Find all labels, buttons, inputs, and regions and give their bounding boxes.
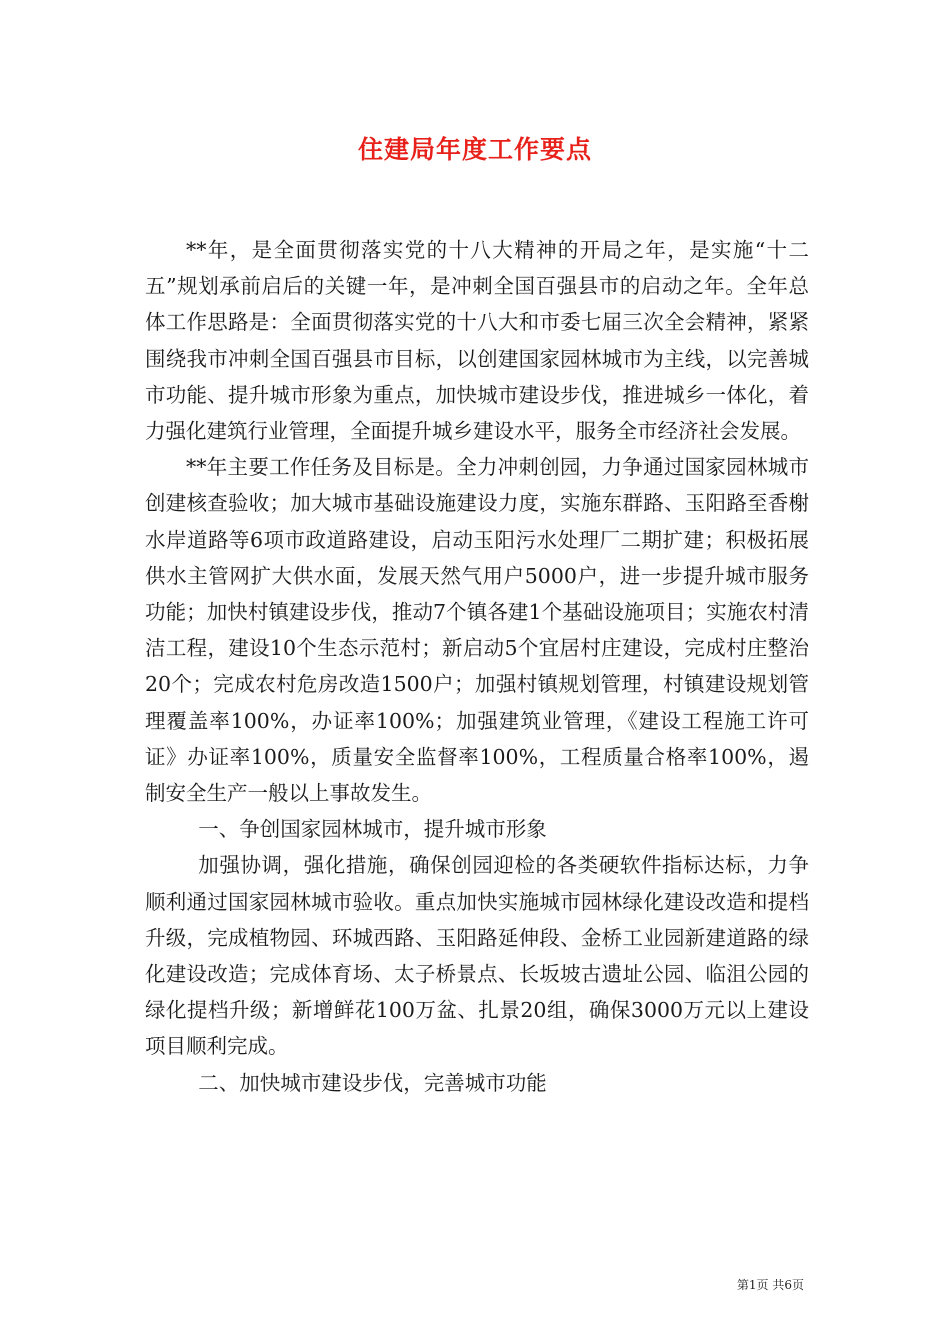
section-heading: 一、争创国家园林城市，提升城市形象 [198, 817, 547, 842]
paragraph: 加强协调，强化措施，确保创园迎检的各类硬软件指标达标，力争顺利通过国家园林城市验收。重点加快实施城市园林绿化建设改造和提档升级，完成植物园、环城西路、玉阳路延伸段、金桥工业园新建道路的绿化建设改造；完成体育场、太子桥景点、长坂坡古遗址公园、临沮公园的绿化提档升级；新增鲜花100万盆、扎景20组，确保3000万元以上建设项目顺利完成。 [145, 853, 809, 1059]
paragraph: **年主要工作任务及目标是。全力冲刺创园，力争通过国家园林城市创建核查验收；加大城市基础设施建设力度，实施东群路、玉阳路至香榭水岸道路等6项市政道路建设，启动玉阳污水处理厂二期扩建；积极拓展供水主管网扩大供水面，发展天然气用户5000户，进一步提升城市服务功能；加快村镇建设步伐，推动7个镇各建1个基础设施项目；实施农村清洁工程，建设10个生态示范村；新启动5个宜居村庄建设，完成村庄整治20个；完成农村危房改造1500户；加强村镇规划管理，村镇建设规划管理覆盖率100%，办证率100%；加强建筑业管理，《建设工程施工许可证》办证率100%，质量安全监督率100%，工程质量合格率100%，遏制安全生产一般以上事故发生。 [145, 455, 809, 806]
section-heading: 二、加快城市建设步伐，完善城市功能 [198, 1070, 547, 1095]
document-body [145, 232, 809, 1101]
page-title: 住建局年度工作要点 [357, 135, 592, 164]
page-number: 第1页 共6页 [736, 1278, 804, 1292]
paragraph: **年，是全面贯彻落实党的十八大精神的开局之年，是实施“十二五”规划承前启后的关键一年，是冲刺全国百强县市的启动之年。全年总体工作思路是：全面贯彻落实党的十八大和市委七届三次全会精神，紧紧围绕我市冲刺全国百强县市目标，以创建国家园林城市为主线，以完善城市功能、提升城市形象为重点，加快城市建设步伐，推进城乡一体化，着力强化建筑行业管理，全面提升城乡建设水平，服务全市经济社会发展。 [145, 238, 809, 444]
